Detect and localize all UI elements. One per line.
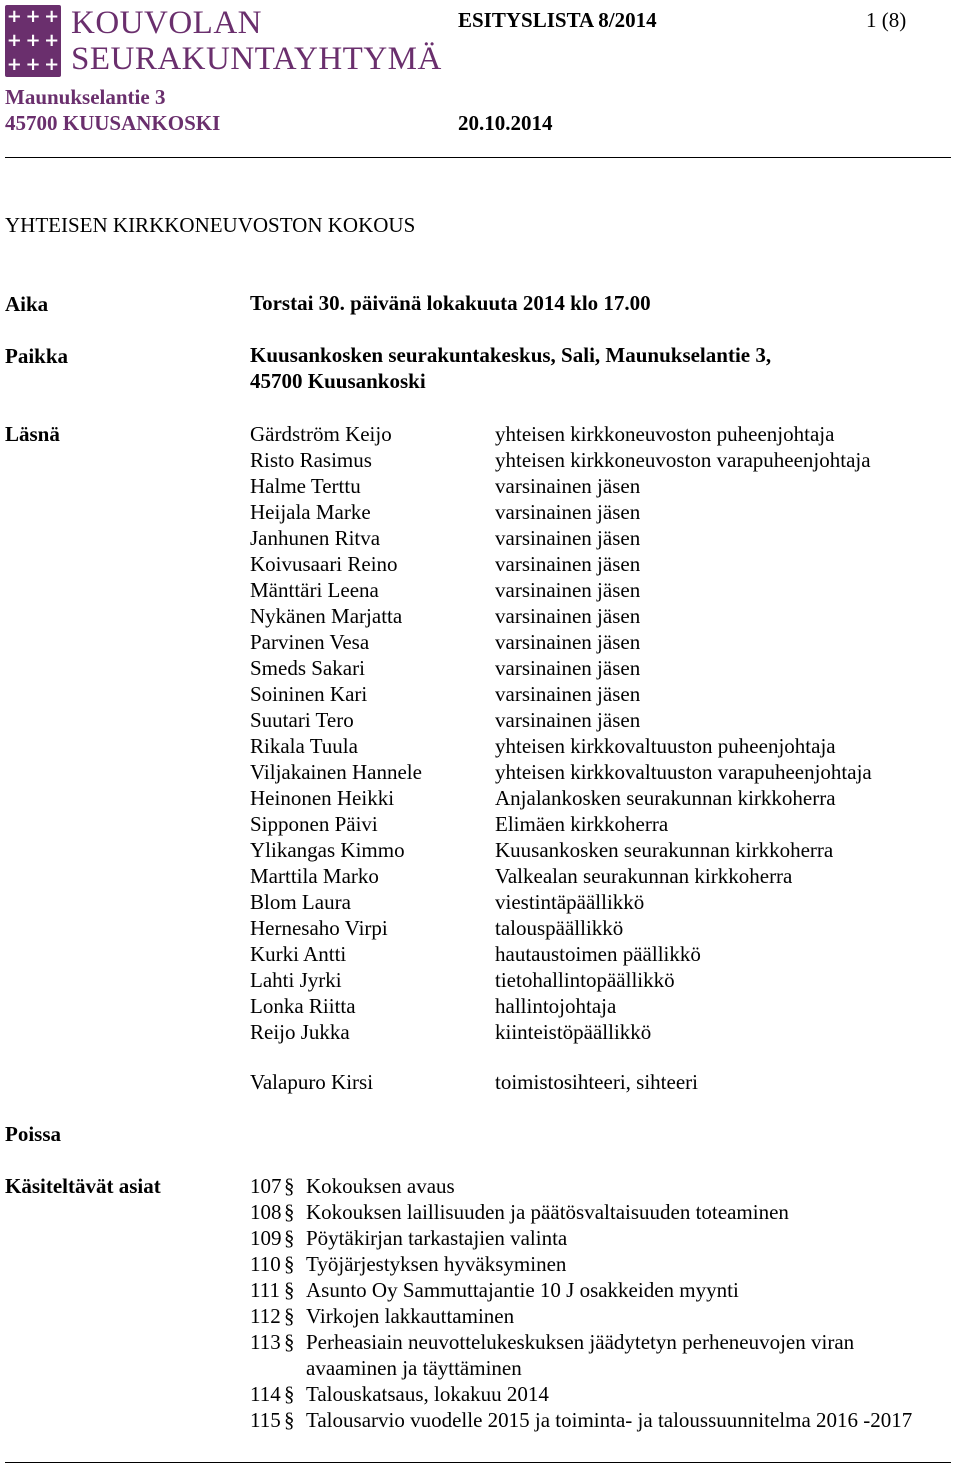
section-sign: § bbox=[284, 1252, 295, 1276]
attendee-role: talouspäällikkö bbox=[495, 916, 624, 940]
agenda-item-number: 113 bbox=[250, 1330, 281, 1354]
attendee-name: Risto Rasimus bbox=[250, 448, 372, 472]
cross-grid-icon: + + + + + + + + + bbox=[6, 6, 60, 75]
lasna-label: Läsnä bbox=[5, 422, 60, 446]
document-type: ESITYSLISTA 8/2014 bbox=[458, 8, 657, 32]
aika-label: Aika bbox=[5, 292, 49, 316]
attendee-role: Elimäen kirkkoherra bbox=[495, 812, 669, 836]
paikka-line-1: Kuusankosken seurakuntakeskus, Sali, Maunukselantie 3, bbox=[250, 343, 772, 367]
footer-divider bbox=[5, 1462, 951, 1463]
agenda-item-text: Kokouksen avaus bbox=[306, 1174, 455, 1198]
attendee-name: Rikala Tuula bbox=[250, 734, 358, 758]
agenda-item bbox=[250, 1304, 514, 1329]
attendee-name: Blom Laura bbox=[250, 890, 351, 914]
agenda-item-text: Työjärjestyksen hyväksyminen bbox=[306, 1252, 567, 1276]
section-sign: § bbox=[284, 1408, 295, 1432]
attendee-role: hallintojohtaja bbox=[495, 994, 617, 1018]
agenda-item bbox=[250, 1174, 455, 1199]
agenda-item bbox=[250, 1330, 854, 1355]
attendee-name: Halme Terttu bbox=[250, 474, 361, 498]
secretary-role: toimistosihteeri, sihteeri bbox=[495, 1070, 698, 1094]
attendee-role: Valkealan seurakunnan kirkkoherra bbox=[495, 864, 793, 888]
section-sign: § bbox=[284, 1200, 295, 1224]
attendee-name: Heinonen Heikki bbox=[250, 786, 395, 810]
attendee-name: Ylikangas Kimmo bbox=[250, 838, 405, 862]
attendee-name: Koivusaari Reino bbox=[250, 552, 398, 576]
logo-text bbox=[71, 5, 442, 77]
section-sign: § bbox=[284, 1226, 295, 1250]
attendee-name: Reijo Jukka bbox=[250, 1020, 350, 1044]
agenda-item-number: 114 bbox=[250, 1382, 281, 1406]
attendee-role: viestintäpäällikkö bbox=[495, 890, 645, 914]
agenda-item-text-continued: avaaminen ja täyttäminen bbox=[306, 1356, 522, 1380]
agenda-item bbox=[250, 1252, 566, 1277]
header-divider bbox=[5, 157, 951, 158]
attendee-role: varsinainen jäsen bbox=[495, 526, 641, 550]
agenda-item-text: Kokouksen laillisuuden ja päätösvaltaisuuden toteaminen bbox=[306, 1200, 789, 1224]
attendee-role: varsinainen jäsen bbox=[495, 500, 641, 524]
secretary-name: Valapuro Kirsi bbox=[250, 1070, 374, 1094]
attendee-name: Mänttäri Leena bbox=[250, 578, 379, 602]
page-number: 1 (8) bbox=[866, 8, 907, 32]
attendee-role: varsinainen jäsen bbox=[495, 578, 641, 602]
attendee-role: varsinainen jäsen bbox=[495, 682, 641, 706]
aika-value: Torstai 30. päivänä lokakuuta 2014 klo 17.00 bbox=[250, 291, 651, 315]
agenda-item-text: Perheasiain neuvottelukeskuksen jäädytetyn perheneuvojen viran bbox=[306, 1330, 855, 1354]
section-sign: § bbox=[284, 1382, 295, 1406]
agenda-item-number: 111 bbox=[250, 1278, 280, 1302]
paikka-label: Paikka bbox=[5, 344, 69, 368]
paikka-line-2: 45700 Kuusankoski bbox=[250, 369, 426, 393]
attendee-name: Smeds Sakari bbox=[250, 656, 365, 680]
attendee-role: varsinainen jäsen bbox=[495, 552, 641, 576]
agenda-item-text: Pöytäkirjan tarkastajien valinta bbox=[306, 1226, 568, 1250]
attendee-name: Suutari Tero bbox=[250, 708, 354, 732]
agenda-item-number: 112 bbox=[250, 1304, 281, 1328]
meeting-title: YHTEISEN KIRKKONEUVOSTON KOKOUS bbox=[5, 213, 416, 237]
attendee-role: yhteisen kirkkoneuvoston varapuheenjohtaja bbox=[495, 448, 871, 472]
attendee-role: varsinainen jäsen bbox=[495, 656, 641, 680]
attendee-name: Kurki Antti bbox=[250, 942, 347, 966]
agenda-item bbox=[250, 1408, 912, 1433]
document-date: 20.10.2014 bbox=[458, 111, 553, 135]
attendee-name: Parvinen Vesa bbox=[250, 630, 370, 654]
agenda-item-number: 109 bbox=[250, 1226, 282, 1250]
attendee-role: yhteisen kirkkoneuvoston puheenjohtaja bbox=[495, 422, 835, 446]
agenda-item-text: Asunto Oy Sammuttajantie 10 J osakkeiden myynti bbox=[306, 1278, 739, 1302]
attendee-role: Kuusankosken seurakunnan kirkkoherra bbox=[495, 838, 834, 862]
attendee-role: varsinainen jäsen bbox=[495, 474, 641, 498]
agenda-label: Käsiteltävät asiat bbox=[5, 1174, 161, 1198]
attendee-role: varsinainen jäsen bbox=[495, 630, 641, 654]
attendee-role: hautaustoimen päällikkö bbox=[495, 942, 701, 966]
agenda-item-text: Talouskatsaus, lokakuu 2014 bbox=[306, 1382, 549, 1406]
logo-line-2: SEURAKUNTAYHTYMÄ bbox=[71, 41, 442, 77]
agenda-item-number: 107 bbox=[250, 1174, 282, 1198]
agenda-item-number: 115 bbox=[250, 1408, 281, 1432]
attendee-name: Nykänen Marjatta bbox=[250, 604, 403, 628]
attendee-role: tietohallintopäällikkö bbox=[495, 968, 675, 992]
attendee-role: varsinainen jäsen bbox=[495, 708, 641, 732]
section-sign: § bbox=[284, 1174, 295, 1198]
agenda-item bbox=[250, 1200, 789, 1225]
section-sign: § bbox=[284, 1304, 295, 1328]
attendee-role: Anjalankosken seurakunnan kirkkoherra bbox=[495, 786, 836, 810]
section-sign: § bbox=[284, 1330, 295, 1354]
agenda-item-text: Talousarvio vuodelle 2015 ja toiminta- ja taloussuunnitelma 2016 -2017 bbox=[306, 1408, 913, 1432]
attendee-name: Lonka Riitta bbox=[250, 994, 356, 1018]
attendee-name: Viljakainen Hannele bbox=[250, 760, 422, 784]
section-sign: § bbox=[284, 1278, 295, 1302]
attendee-role: kiinteistöpäällikkö bbox=[495, 1020, 652, 1044]
attendee-role: yhteisen kirkkovaltuuston puheenjohtaja bbox=[495, 734, 836, 758]
attendee-name: Lahti Jyrki bbox=[250, 968, 342, 992]
attendee-name: Soininen Kari bbox=[250, 682, 368, 706]
agenda-item-text: Virkojen lakkauttaminen bbox=[306, 1304, 515, 1328]
poissa-label: Poissa bbox=[5, 1122, 62, 1146]
attendee-name: Sipponen Päivi bbox=[250, 812, 378, 836]
attendee-name: Marttila Marko bbox=[250, 864, 379, 888]
logo-line-1: KOUVOLAN bbox=[71, 5, 262, 41]
attendee-role: yhteisen kirkkovaltuuston varapuheenjohtaja bbox=[495, 760, 872, 784]
agenda-item-number: 108 bbox=[250, 1200, 282, 1224]
org-address-city: 45700 KUUSANKOSKI bbox=[5, 111, 221, 135]
agenda-item bbox=[250, 1226, 567, 1251]
agenda-item-number: 110 bbox=[250, 1252, 281, 1276]
attendee-name: Gärdström Keijo bbox=[250, 422, 392, 446]
attendee-name: Janhunen Ritva bbox=[250, 526, 381, 550]
attendee-role: varsinainen jäsen bbox=[495, 604, 641, 628]
org-address-street: Maunukselantie 3 bbox=[5, 85, 166, 109]
attendee-name: Heijala Marke bbox=[250, 500, 371, 524]
organization-logo bbox=[5, 5, 442, 77]
agenda-item bbox=[250, 1278, 739, 1303]
agenda-item bbox=[250, 1382, 549, 1407]
attendee-name: Hernesaho Virpi bbox=[250, 916, 388, 940]
